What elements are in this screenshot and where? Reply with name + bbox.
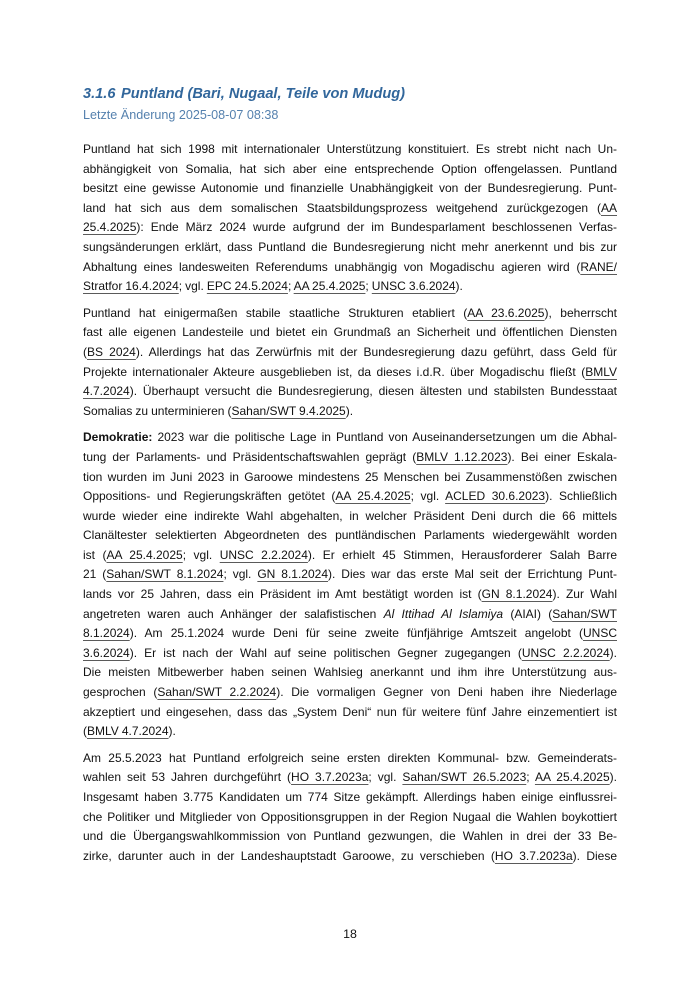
text-line — [83, 160, 617, 180]
text-line — [83, 323, 617, 343]
text-line — [83, 140, 617, 160]
paragraph — [83, 428, 617, 742]
citation-link[interactable]: RANE/ — [580, 259, 617, 274]
text-line — [83, 448, 617, 468]
text-segment: ; — [526, 770, 535, 785]
text-segment: ). Dies war das erste Mal seit der Errichtung Punt- — [328, 567, 617, 582]
text-segment: gesprochen ( — [83, 685, 158, 700]
text-segment: 21 ( — [83, 567, 107, 582]
citation-link[interactable]: Sahan/SWT 2.2.2024 — [157, 685, 277, 700]
text-segment: Clanältester selektierten Abgeordneten des puntländischen Parlaments wiedergewählt worden — [83, 528, 617, 543]
paragraph — [83, 140, 617, 297]
text-segment: Die meisten Mitbewerber haben seinen Wahlsieg anerkannt und ihm ihre Unterstützung aus- — [83, 665, 617, 680]
citation-link[interactable]: GN 8.1.2024 — [257, 567, 329, 582]
citation-link[interactable]: ACLED 30.6.2023 — [445, 489, 546, 504]
text-line — [83, 199, 617, 219]
text-segment: ). Allerdings hat das Zerwürfnis mit der Bundesregierung dazu geführt, dass Geld für — [135, 344, 617, 359]
text-segment: ; — [287, 279, 294, 294]
citation-link[interactable]: 25.4.2025 — [83, 220, 137, 235]
text-segment: ist ( — [83, 547, 107, 562]
text-segment: ; vgl. — [368, 770, 403, 785]
body-paragraphs — [83, 140, 617, 866]
citation-link[interactable]: BMLV — [585, 364, 617, 379]
text-segment: tung der Parlaments- und Präsidentschaftswahlen geprägt ( — [83, 449, 417, 464]
text-segment: Projekte internationaler Akteure ausgeblieben ist, da dieses i.d.R. über Mogadischu fließt ( — [83, 364, 586, 379]
text-segment: ( — [83, 344, 87, 359]
text-segment: wurde wieder eine indirekte Wahl abgehalten, in welcher Präsident Deni durch die 66 mittels — [83, 508, 617, 523]
text-line — [83, 722, 617, 742]
text-segment: zirke, darunter auch in der Landeshauptstadt Garoowe, zu verschieben ( — [83, 848, 495, 863]
text-segment: besitzt eine gewisse Autonomie und finanzielle Unabhängigkeit von der Bundesregierung. Punt- — [83, 181, 617, 196]
text-line — [83, 507, 617, 527]
text-line — [83, 683, 617, 703]
citation-link[interactable]: EPC 24.5.2024 — [206, 279, 288, 294]
text-line — [83, 428, 617, 448]
paragraph — [83, 749, 617, 867]
text-segment: ). Er ist nach der Wahl auf seine politischen Gegner zugegangen ( — [129, 645, 522, 660]
citation-link[interactable]: UNSC — [582, 626, 617, 641]
text-segment: ). Überhaupt versucht die Bundesregierung, diesen ältesten und stabilsten Bundesstaat — [129, 384, 617, 399]
text-segment: fast alle eigenen Landesteile und bietet ein Grundmaß an Sicherheit und öffentlichen Diensten — [83, 325, 617, 340]
text-segment: ; vgl. — [182, 547, 220, 562]
text-segment: akzeptiert und eingesehen, dass das „System Deni“ nun für weitere fünf Jahre einzementiert ist — [83, 704, 617, 719]
text-segment: ). — [609, 645, 618, 660]
text-segment: ). Zur Wahl — [552, 587, 617, 602]
text-line — [83, 605, 617, 625]
text-segment: Puntland hat sich 1998 mit internationaler Unterstützung konstituiert. Es strebt nicht nach Un- — [83, 142, 617, 156]
text-segment: Puntland hat einigermaßen stabile staatliche Strukturen etabliert ( — [83, 305, 468, 320]
citation-link[interactable]: Sahan/SWT — [552, 606, 617, 621]
citation-link[interactable]: AA 25.4.2025 — [106, 547, 183, 562]
text-segment: 2023 war die politische Lage in Puntland von Auseinandersetzungen um die Abhal- — [152, 430, 617, 445]
text-segment: Somalias zu unterminieren ( — [83, 403, 232, 418]
text-segment: ( — [83, 724, 87, 739]
section-number: 3.1.6 — [83, 86, 116, 102]
text-segment: Abhaltung eines landesweiten Referendums unabhängig von Mogadischu agieren wird ( — [83, 259, 581, 274]
text-segment: ): Ende März 2024 wurde aufgrund der im Bundesparlament beschlossenen Verfas- — [136, 220, 617, 235]
text-segment: Insgesamt haben 3.775 Kandidaten um 774 Sitze gekämpft. Allerdings haben einige einflussrei- — [83, 790, 617, 804]
text-segment: lands vor 25 Jahren, dass ein Präsident im Amt bestätigt worden ist ( — [83, 587, 482, 602]
citation-link[interactable]: UNSC 3.6.2024 — [371, 279, 456, 294]
text-segment: ). — [609, 770, 617, 785]
text-segment: ; vgl. — [223, 567, 258, 582]
paragraph — [83, 304, 617, 422]
text-line — [83, 703, 617, 723]
citation-link[interactable]: BS 2024 — [87, 344, 136, 359]
citation-link[interactable]: UNSC 2.2.2024 — [219, 547, 308, 562]
citation-link[interactable]: AA 23.6.2025 — [467, 305, 545, 320]
text-segment: land hat sich aus dem somalischen Staatsbildungsprozess weitgehend zurückgezogen ( — [83, 200, 601, 215]
page-content — [83, 84, 617, 866]
citation-link[interactable]: AA — [600, 200, 617, 215]
citation-link[interactable]: BMLV 1.12.2023 — [416, 449, 508, 464]
text-line — [83, 768, 617, 788]
text-line — [83, 277, 617, 297]
citation-link[interactable]: AA 25.4.2025 — [335, 489, 411, 504]
text-line — [83, 624, 617, 644]
text-line — [83, 487, 617, 507]
text-segment: Oppositions- und Regierungskräften getötet ( — [83, 489, 336, 504]
citation-link[interactable]: HO 3.7.2023a — [494, 848, 573, 863]
citation-link[interactable]: 4.7.2024 — [83, 384, 130, 399]
text-segment: abhängigkeit von Somalia, hat sich aber eine entsprechende Option offengelassen. Puntland — [83, 161, 617, 176]
text-line — [83, 565, 617, 585]
text-line — [83, 585, 617, 605]
text-segment: Am 25.5.2023 hat Puntland erfolgreich seine ersten direkten Kommunal- bzw. Gemeinderats- — [83, 750, 617, 765]
text-segment: ). Am 25.1.2024 wurde Deni für seine zweite fünfjährige Amtszeit angelobt ( — [129, 626, 583, 641]
citation-link[interactable]: BMLV 4.7.2024 — [87, 724, 169, 739]
text-segment: (AIAI) ( — [503, 606, 553, 621]
citation-link[interactable]: GN 8.1.2024 — [481, 587, 553, 602]
citation-link[interactable]: HO 3.7.2023a — [291, 770, 369, 785]
text-segment: wahlen seit 53 Jahren durchgeführt ( — [83, 770, 292, 785]
citation-link[interactable]: Sahan/SWT 8.1.2024 — [106, 567, 224, 582]
text-segment: ). — [168, 724, 176, 739]
text-line — [83, 749, 617, 769]
italic-term: Al Ittihad Al Islamiya — [383, 606, 504, 621]
text-line — [83, 343, 617, 363]
citation-link[interactable]: AA 25.4.2025 — [534, 770, 610, 785]
bold-term: Demokratie: — [83, 430, 153, 445]
citation-link[interactable]: UNSC 2.2.2024 — [521, 645, 610, 660]
text-line — [83, 827, 617, 847]
section-heading — [83, 84, 617, 104]
last-change-date: Letzte Änderung 2025-08-07 08:38 — [83, 108, 279, 122]
text-line — [83, 304, 617, 324]
text-line — [83, 546, 617, 566]
section-title: Puntland (Bari, Nugaal, Teile von Mudug) — [121, 86, 406, 102]
text-line — [83, 382, 617, 402]
text-line — [83, 847, 617, 867]
text-line — [83, 238, 617, 258]
text-segment: ). — [455, 279, 463, 294]
citation-link[interactable]: 3.6.2024 — [83, 645, 130, 660]
text-line — [83, 788, 617, 808]
text-segment: sungsänderungen erklärt, dass Puntland die Bundesregierung nicht mehr anerkennt und bis zur — [83, 239, 617, 254]
page-number: 18 — [343, 927, 357, 941]
citation-link[interactable]: AA 25.4.2025 — [293, 279, 366, 294]
text-segment: ). Er erhielt 45 Stimmen, Herausforderer Salah Barre — [307, 547, 618, 562]
text-line — [83, 526, 617, 546]
text-segment: ; vgl. — [178, 279, 207, 294]
text-segment: ). Diese — [572, 848, 618, 863]
text-line — [83, 258, 617, 278]
text-segment: ), beherrscht — [544, 305, 617, 320]
text-line — [83, 468, 617, 488]
text-segment: und die Übergangswahlkommission von Puntland gezwungen, die Wahlen in drei der 33 Be- — [83, 829, 617, 844]
text-line — [83, 663, 617, 683]
text-segment: angetreten waren auch Anhänger der salafistischen — [83, 606, 384, 621]
text-segment: ). — [345, 403, 354, 418]
text-line — [83, 363, 617, 383]
text-line — [83, 218, 617, 238]
text-segment: ). Bei einer Eskala- — [507, 449, 617, 464]
text-segment: ). Schließlich — [545, 489, 618, 504]
text-segment: ). Die vormaligen Gegner von Deni haben ihre Niederlage — [276, 685, 617, 700]
text-line — [83, 808, 617, 828]
citation-link[interactable]: Sahan/SWT 26.5.2023 — [402, 770, 527, 785]
text-segment: ; — [365, 279, 372, 294]
citation-link[interactable]: 8.1.2024 — [83, 626, 130, 641]
text-line — [83, 179, 617, 199]
text-line — [83, 644, 617, 664]
text-segment: ; vgl. — [410, 489, 446, 504]
text-line — [83, 402, 617, 422]
citation-link[interactable]: Sahan/SWT 9.4.2025 — [231, 403, 346, 418]
text-segment: che Politiker und Mitglieder von Oppositionsgruppen in der Region Nugaal die Wahlen boykottiert — [83, 809, 617, 824]
citation-link[interactable]: Stratfor 16.4.2024 — [83, 279, 179, 294]
text-segment: tion wurden im Juni 2023 in Garoowe mindestens 25 Menschen bei Zusammenstößen zwischen — [83, 469, 617, 484]
